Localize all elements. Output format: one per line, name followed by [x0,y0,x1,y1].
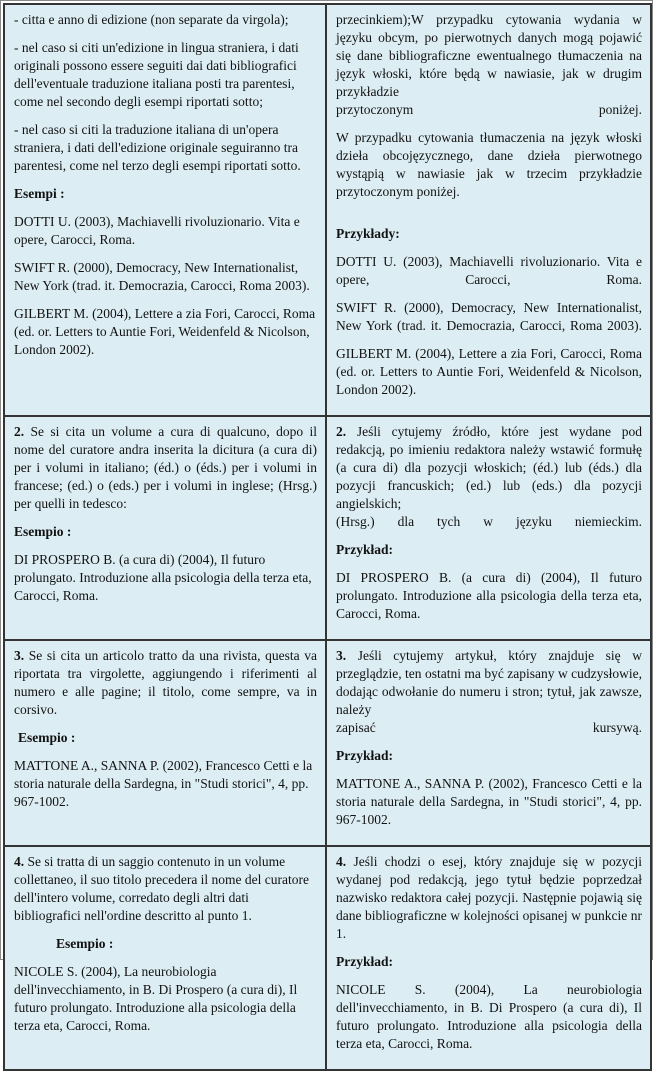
rule-text: - citta e anno di edizione (non separate da virgola); [14,12,289,27]
example-citation: MATTONE A., SANNA P. (2002), Francesco Cetti e la storia naturale della Sardegna, in "Studi storici", 4, pp. 967-1002. [14,758,313,809]
example-citation: SWIFT R. (2000), Democracy, New Internationalist, New York (trad. it. Democrazia, Carocci, Roma 2003). [14,260,310,293]
cell-italian-rule-3 [4,640,326,846]
item-number: 3. [336,648,347,663]
cell-polish-rule-3 [326,640,651,846]
example-citation: SWIFT R. (2000), Democracy, New Internationalist, New York (trad. it. Democrazia, Carocci, Roma 2003). [336,300,642,333]
example-heading: Esempio : [18,730,76,745]
cell-italian-rule-4 [4,846,326,1070]
item-number: 3. [14,648,25,663]
line-fragment: (Hrsg.) [336,514,375,529]
table-row [4,4,651,416]
cell-italian-rule-2 [4,416,326,640]
bilingual-citation-rules-table [3,3,652,1071]
justified-line [336,513,642,531]
examples-heading: Esempi : [14,186,65,201]
line-fragment: Roma. [606,272,642,287]
line-fragment: niemieckim. [574,514,642,529]
table-row [4,416,651,640]
rule-text [14,853,317,925]
rule-text [336,647,642,719]
item-number: 2. [14,424,25,439]
example-citation: DOTTI U. (2003), Machiavelli rivoluzionario. Vita e opere, Carocci, Roma. [14,214,300,247]
example-citation: DI PROSPERO B. (a cura di) (2004), Il futuro prolungato. Introduzione alla psicologia della terza eta, Carocci, Roma. [336,570,642,621]
examples-heading: Przykłady: [336,226,400,241]
example-heading: Przykład: [336,542,393,557]
rule-body: Se si cita un volume a cura di qualcuno, dopo il nome del curatore andra inserita la dicitura (a cura di) per i volumi in italiano; (éd.) o (éds.) per i volumi in francese; (ed.) o (eds.) per i volumi in inglese; (Hrsg.) per quelli in tedesco: [14,424,318,511]
rule-text: przecinkiem);W przypadku cytowania wydania w języku obcym, po pierwotnych danych mogą pojawić się dane bibliograficzne ewentualnego tłumaczenia na język włoski, które będą w nawiasie, jak w drugim przykładzie [336,12,642,99]
example-heading: Przykład: [336,954,393,969]
example-citation: DI PROSPERO B. (a cura di) (2004), Il futuro prolungato. Introduzione alla psicologia della terza eta, Carocci, Roma. [14,552,312,603]
line-fragment: Carocci, [465,272,511,287]
table-row [4,846,651,1070]
rule-body: Jeśli chodzi o esej, który znajduje się w pozycji wydanej pod redakcją, jego tytuł będzie poprzedzał nazwisko redaktora całej pozycji. Następnie pojawią się dane bibliograficzne w kolejności opisanej w punkcie nr 1. [336,854,642,941]
example-citation: GILBERT M. (2004), Lettere a zia Fori, Carocci, Roma (ed. or. Letters to Auntie Fori, Weidenfeld & Nicolson, London 2002). [14,306,316,357]
cell-italian-edition-rules [4,4,326,416]
line-fragment: tych [437,514,461,529]
rule-body: Se si tratta di un saggio contenuto in un volume collettaneo, il suo titolo precedera il nome del curatore dell'intero volume, corredato degli altri dati bibliografici nell'ordine descritto al punto 1. [14,854,310,923]
cell-polish-rule-2 [326,416,651,640]
rule-body: Jeśli cytujemy artykuł, który znajduje się w przeglądzie, ten ostatni ma być zapisany w cudzysłowie, dodając odwołanie do numeru i stron; tytuł, jak zawsze, należy [336,648,642,717]
justified-line [336,271,642,289]
rule-body: Se si cita un articolo tratto da una rivista, questa va riportata tra virgolette, aggiungendo i riferimenti al numero e alle pagine; il titolo, come sempre, va in corsivo. [14,648,318,717]
rule-text [14,647,317,719]
line-fragment: poniżej. [598,102,642,117]
rule-text: - nel caso si citi un'edizione in lingua straniera, i dati originali possono essere seguiti dai dati bibliografici dell'eventuale traduzione italiana posti tra parentesi, come nel secondo degli esempi riportati sotto; [14,40,299,109]
rule-body: Jeśli cytujemy źródło, które jest wydane pod redakcją, po imieniu redaktora należy wstawić formułę (a cura di) dla pozycji włoskich; (éd.) lub (éds.) dla pozycji francuskich; (ed.) lub (eds.) dla pozycji angielskich; [336,424,643,511]
line-fragment: języku [515,514,552,529]
line-fragment: dla [397,514,415,529]
line-fragment: opere, [336,272,370,287]
item-number: 2. [336,424,347,439]
example-citation: NICOLE S. (2004), La neurobiologia dell'invecchiamento, in B. Di Prospero (a cura di), Il futuro prolungato. Introduzione alla psicologia della terza eta, Carocci, Roma. [336,982,642,1051]
example-heading: Esempio : [56,936,114,951]
example-citation: GILBERT M. (2004), Lettere a zia Fori, Carocci, Roma (ed. or. Letters to Auntie Fori, Weidenfeld & Nicolson, London 2002). [336,346,642,397]
line-fragment: kursywą. [592,720,642,735]
justified-line [336,719,642,737]
table-row [4,640,651,846]
cell-polish-rule-4 [326,846,651,1070]
item-number: 4. [14,854,25,869]
item-number: 4. [336,854,347,869]
rule-text: - nel caso si citi la traduzione italiana di un'opera straniera, i dati dell'edizione originale seguiranno tra parentesi, come nel terzo degli esempi riportati sotto. [14,122,301,173]
example-heading: Esempio : [14,524,72,539]
example-citation: DOTTI U. (2003), Machiavelli rivoluzionario. Vita e [336,254,642,269]
line-fragment: przytoczonym [336,102,414,117]
example-heading: Przykład: [336,748,393,763]
example-citation: NICOLE S. (2004), La neurobiologia dell'invecchiamento, in B. Di Prospero (a cura di), Il futuro prolungato. Introduzione alla psicologia della terza eta, Carocci, Roma. [14,964,298,1033]
justified-line [336,101,642,119]
example-citation: MATTONE A., SANNA P. (2002), Francesco Cetti e la storia naturale della Sardegna, in "Studi storici", 4, pp. 967-1002. [336,776,642,827]
rule-text [336,423,642,513]
rule-text [14,423,317,513]
cell-polish-edition-rules [326,4,651,416]
rule-text [336,853,642,943]
line-fragment: zapisać [336,720,376,735]
rule-text: W przypadku cytowania tłumaczenia na język włoski dzieła obcojęzycznego, dane dzieła pierwotnego wystąpią w nawiasie jak w trzecim przykładzie przytoczonym poniżej. [336,130,642,199]
line-fragment: w [483,514,493,529]
